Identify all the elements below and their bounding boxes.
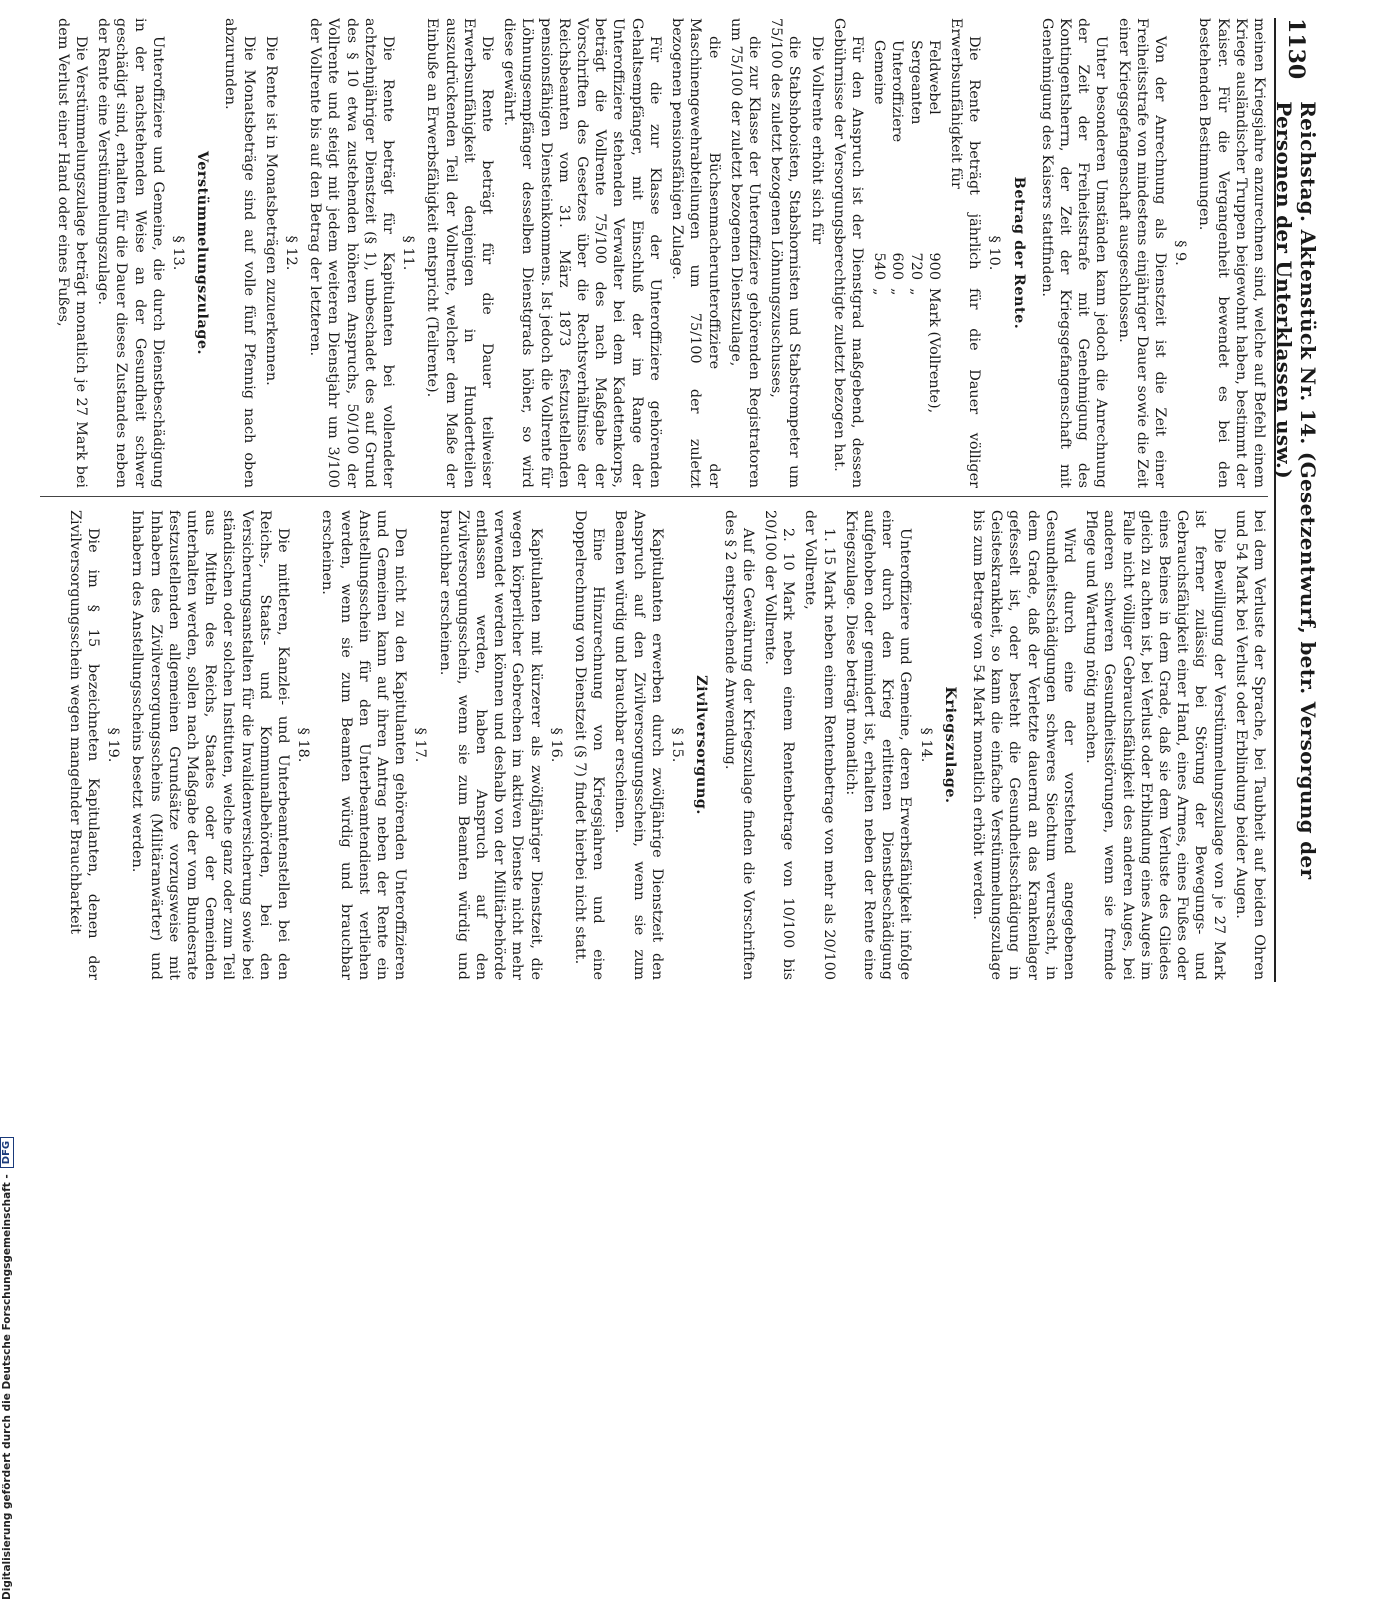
rate-unit: „ [907,288,924,296]
section-label: § 15. [669,727,686,763]
paragraph: Kapitulanten erwerben durch zwölfjährige Dienstzeit den Anspruch auf den Zivilversorgungsschein, wenn sie zum Beamten würdig und brauchbar erscheinen. [612,510,665,980]
paragraph: meinen Kriegsjahre anzurechnen sind, welche auf Befehl einem Kriege ausländischer Truppen beigewohnt haben, bestimmt der Kaiser. Für die Vergangenheit bewendet es bei den bestehenden Bestimmungen. [1196,18,1267,488]
credit-text: Digitalisierung gefördert durch die Deutsche Forschungsgemeinschaft - [1,1174,13,1600]
section-label: § 19. [105,727,122,763]
section-label: § 17. [412,727,429,763]
paragraph: Die Monatsbeträge sind auf volle fünf Pfennig nach oben abzurunden. [222,18,257,488]
paragraph: Unteroffiziere und Gemeine, deren Erwerbsfähigkeit infolge einer durch den Krieg erlittenen Dienstbeschädigung aufgehoben oder gemindert ist, erhalten neben der Rente eine Kriegszulage. Diese beträgt monatlich: [842,510,914,980]
section-heading: Verstümmelungszulage. [194,150,212,356]
rate-row [925,40,943,488]
paragraph: Die mittleren, Kanzlei- und Unterbeamtenstellen bei den Reichs-, Staats- und Kommunalbehörden, bei den Versicherungsanstalten für die Invalidenversicherung sowie bei ständischen oder solchen Instituten, welche ganz oder zum Teil aus Mitteln des Reichs, Staates oder der Gemeinden unterhalten werden, sollen nach Maßgabe der vom Bundesrate festzustellenden allgemeinen Grundsätze vorzugsweise mit Inhabern des Zivilversorgungsscheins (Militäranwärter) und Inhabern des Anstellungsscheins besetzt werden. [129,510,292,980]
paragraph: Die im § 15 bezeichneten Kapitulanten, denen der Zivilversorgungsschein wegen mangelnder Brauchbarkeit [66,510,102,980]
list-item: die Büchsenmacherunteroffiziere der Maschinengewehrabteilungen um 75/100 der zuletzt bezogenen pensionsfähigen Zulage. [669,18,722,488]
rate-row [906,40,924,488]
section-label: § 14. [917,727,934,763]
rate-table [870,40,943,488]
rate-amount: 600 [889,252,906,280]
rate-row [870,40,888,488]
paragraph: Auf die Gewährung der Kriegszulage finden die Vorschriften des § 2 entsprechende Anwendung. [721,510,756,980]
rank-label: Sergeanten [907,40,924,125]
list-item: 1. 15 Mark neben einem Rentenbetrage von mehr als 20/100 der Vollrente, [802,510,837,980]
section-label: § 18. [295,727,312,763]
column-divider [40,496,1268,497]
paragraph: Unter besonderen Umständen kann jedoch die Anrechnung der Zeit der Freiheitsstrafe mit Genehmigung des Kontingentsherrn, der Zeit der Kriegsgefangenschaft mit Genehmigung des Kaisers stattfinden. [1038,18,1110,488]
rank-label: Unteroffiziere [889,40,906,143]
paragraph: Die Rente ist in Monatsbeträgen zuzuerkennen. [262,36,279,386]
section-heading: Betrag der Rente. [1010,176,1028,330]
paragraph: Die Rente beträgt für Kapitulanten bei vollendeter achtzehnjähriger Dienstzeit (§ 1), unbeschadet des auf Grund des § 10 etwa zustehenden höheren Anspruchs, 50/100 der Vollrente und steigt mit jedem weiteren Dienstjahr um 3/100 der Vollrente bis auf den Betrag der letzteren. [307,18,397,488]
paragraph: Für den Anspruch ist der Dienstgrad maßgebend, dessen Gebührnisse der Versorgungsberechtigte zuletzt bezogen hat. [830,18,865,488]
rate-row [888,40,906,488]
paragraph: Wird durch eine der vorstehend angegebenen Gesundheitsschädigungen schweres Siechtum verursacht, in dem Grade, daß der Verletzte dauernd an das Krankenlager gefesselt ist, oder besteht die Gesundheitsschädigung in Geisteskrankheit, so kann die einfache Verstümmelungszulage bis zum Betrage von 54 Mark monatlich erhöht werden. [969,510,1077,980]
rank-label: Feldwebel [925,40,942,115]
right-column [30,510,1268,980]
rate-amount: 720 [907,252,924,280]
paragraph: Die Verstümmelungszulage beträgt monatlich je 27 Mark bei dem Verlust einer Hand oder eines Fußes, [54,18,90,488]
digitization-credit [0,1140,14,1600]
paragraph: Kapitulanten mit kürzerer als zwölfjähriger Dienstzeit, die wegen körperlicher Gebrechen im aktiven Dienste nicht mehr verwendet werden können und deshalb von der Militärbehörde entlassen werden, haben Anspruch auf den Zivilversorgungsschein, wenn sie zum Beamten würdig und brauchbar erscheinen. [436,510,544,980]
page-header [1272,18,1320,982]
list-item: die zur Klasse der Unteroffiziere gehörenden Registratoren um 75/100 der zuletzt bezogenen Dienstzulage, [727,18,762,488]
left-column [30,18,1268,488]
section-heading: Zivilversorgung. [693,675,711,815]
paragraph: Unteroffiziere und Gemeine, die durch Dienstbeschädigung in der nachstehenden Weise an der Gesundheit schwer geschädigt sind, erhalten für die Dauer dieses Zustandes neben der Rente eine Verstümmelungszulage. [95,18,166,488]
rate-amount: 540 [871,252,888,280]
list-item: die Stabshoboisten, Stabshornisten und Stabstrompeter um 75/100 des zuletzt bezogenen Löhnungszuschusses, [768,18,803,488]
rate-unit: „ [871,288,888,296]
paragraph: Die Rente beträgt für die Dauer teilweiser Erwerbsunfähigkeit denjenigen in Hundertteilen auszudrückenden Teil der Vollrente, welcher dem Maße der Einbuße an Erwerbsfähigkeit entspricht (Teilrente). [424,18,496,488]
paragraph: Die Bewilligung der Verstümmelungszulage von je 27 Mark ist ferner zulässig bei Störung der Bewegungs- und Gebrauchsfähigkeit einer Hand, eines Armes, eines Fußes oder eines Beines in dem Grade, daß sie dem Verluste des Gliedes gleich zu achten ist, bei Verlust oder Erblindung eines Auges im Falle nicht völliger Gebrauchsfähigkeit des anderen Auges, bei anderen schweren Gesundheitsstörungen, wenn sie fremde Pflege und Wartung nötig machen. [1083,510,1227,980]
paragraph: Für die zur Klasse der Unteroffiziere gehörenden Gehaltsempfänger, mit Einschluß der im Range der Unteroffiziere stehenden Verwalter bei dem Kadettenkorps, beträgt die Vollrente 75/100 des nach Maßgabe der Vorschriften des Gesetzes über die Rechtsverhältnisse der Reichsbeamten vom 31. März 1873 festzustellenden pensionsfähigen Diensteinkommens. Ist jedoch die Vollrente für Löhnungsempfänger desselben Dienstgrads höher, so wird diese gewährt. [501,18,663,488]
rank-label: Gemeine [871,40,888,105]
paragraph: Von der Anrechnung als Dienstzeit ist die Zeit einer Freiheitsstrafe von mindestens einjähriger Dauer sowie die Zeit einer Kriegsgefangenschaft ausgeschlossen. [1115,18,1168,488]
rate-unit: Mark (Vollrente), [925,288,942,414]
section-label: § 11. [400,235,417,271]
section-label: § 16. [547,727,564,763]
rate-unit: „ [889,288,906,296]
rate-amount: 900 [925,252,942,280]
section-label: § 12. [283,235,300,271]
section-label: § 9. [1172,240,1189,266]
section-label: § 13. [170,235,187,271]
dfg-logo: DFG [0,1137,14,1168]
paragraph: Die Rente beträgt jährlich für die Dauer völliger Erwerbsunfähigkeit für [947,18,983,488]
paragraph: Eine Hinzurechnung von Kriegsjahren und eine Doppelrechnung von Dienstzeit (§ 7) findet hierbei nicht statt. [572,510,607,980]
page-number: 1130 [1283,18,1309,80]
page-title: Reichstag. Aktenstück Nr. 14. (Gesetzentwurf, betr. Versorgung der Personen der Unterklassen usw.) [1272,101,1320,880]
section-label: § 10. [986,235,1003,271]
paragraph: Die Vollrente erhöht sich für [808,36,825,245]
paragraph: Den nicht zu den Kapitulanten gehörenden Unteroffizieren und Gemeinen kann auf ihren Antrag neben der Rente ein Anstellungsschein für den Unterbeamtendienst verliehen werden, wenn sie zum Beamten würdig und brauchbar erscheinen. [319,510,409,980]
section-heading: Kriegszulage. [941,686,959,804]
paragraph: bei dem Verluste der Sprache, bei Taubheit auf beiden Ohren und 54 Mark bei Verlust oder Erblindung beider Augen. [1232,510,1267,980]
list-item: 2. 10 Mark neben einem Rentenbetrage von 10/100 bis 20/100 der Vollrente. [761,510,797,980]
